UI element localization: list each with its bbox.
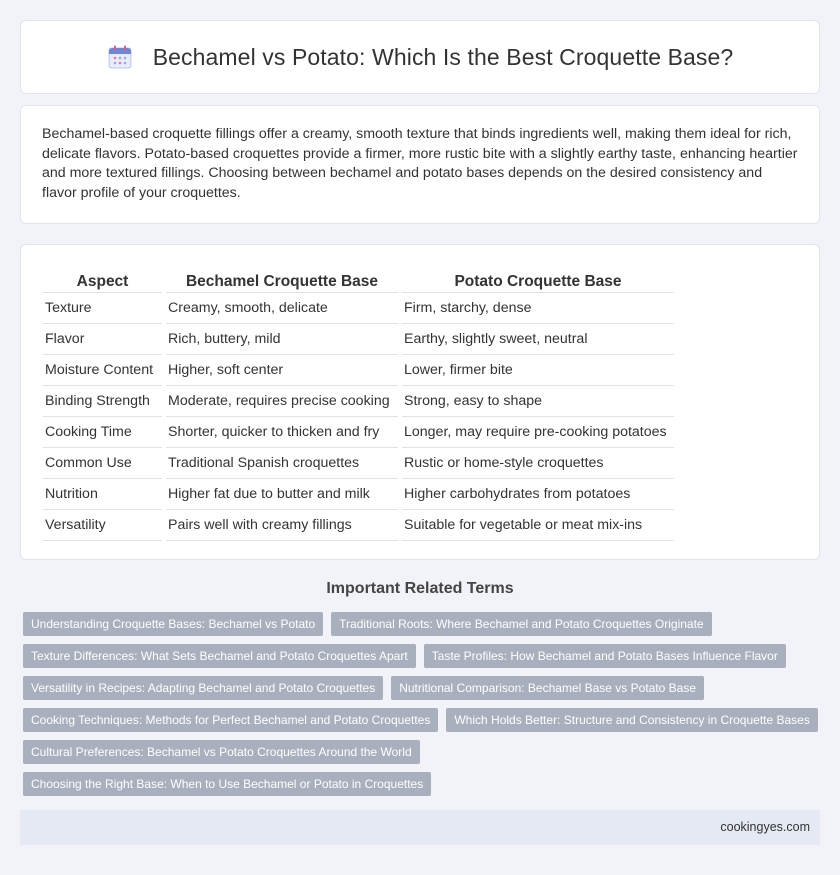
intro-card	[20, 105, 820, 224]
cell-potato: Higher carbohydrates from potatoes	[402, 479, 674, 510]
comparison-table	[39, 265, 678, 541]
table-header-row	[43, 265, 674, 293]
intro-text: Bechamel-based croquette fillings offer a creamy, smooth texture that binds ingredients well, making them ideal for rich, delicate flavors. Potato-based croquettes provide a firmer, more rustic bite with a slightly earthy taste, enhancing heartier and more textured fillings. Choosing between bechamel and potato bases depends on the desired consistency and flavor profile of your croquettes.	[42, 126, 798, 201]
header-aspect: Aspect	[43, 265, 162, 293]
calendar-icon	[107, 44, 133, 70]
cell-potato: Lower, firmer bite	[402, 355, 674, 386]
table-row	[43, 386, 674, 417]
related-term-link[interactable]: Texture Differences: What Sets Bechamel and Potato Croquettes Apart	[23, 644, 416, 668]
related-term-link[interactable]: Nutritional Comparison: Bechamel Base vs Potato Base	[391, 676, 704, 700]
table-row	[43, 479, 674, 510]
cell-bechamel: Higher, soft center	[166, 355, 398, 386]
related-terms-title: Important Related Terms	[326, 580, 514, 597]
cell-aspect: Binding Strength	[43, 386, 162, 417]
header-bechamel: Bechamel Croquette Base	[166, 265, 398, 293]
cell-bechamel: Moderate, requires precise cooking	[166, 386, 398, 417]
table-row	[43, 448, 674, 479]
cell-potato: Strong, easy to shape	[402, 386, 674, 417]
cell-potato: Longer, may require pre-cooking potatoes	[402, 417, 674, 448]
related-term-link[interactable]: Traditional Roots: Where Bechamel and Potato Croquettes Originate	[331, 612, 711, 636]
header-potato: Potato Croquette Base	[402, 265, 674, 293]
related-term-link[interactable]: Versatility in Recipes: Adapting Bechamel and Potato Croquettes	[23, 676, 383, 700]
cell-bechamel: Higher fat due to butter and milk	[166, 479, 398, 510]
table-row	[43, 417, 674, 448]
related-terms-list	[23, 612, 823, 796]
related-term-link[interactable]: Which Holds Better: Structure and Consistency in Croquette Bases	[446, 708, 818, 732]
cell-potato: Firm, starchy, dense	[402, 293, 674, 324]
cell-aspect: Flavor	[43, 324, 162, 355]
cell-potato: Suitable for vegetable or meat mix-ins	[402, 510, 674, 541]
table-row	[43, 324, 674, 355]
cell-potato: Earthy, slightly sweet, neutral	[402, 324, 674, 355]
cell-aspect: Versatility	[43, 510, 162, 541]
cell-aspect: Common Use	[43, 448, 162, 479]
cell-potato: Rustic or home-style croquettes	[402, 448, 674, 479]
cell-bechamel: Creamy, smooth, delicate	[166, 293, 398, 324]
related-term-link[interactable]: Cultural Preferences: Bechamel vs Potato Croquettes Around the World	[23, 740, 420, 764]
page-title: Bechamel vs Potato: Which Is the Best Croquette Base?	[152, 43, 734, 70]
cell-aspect: Nutrition	[43, 479, 162, 510]
related-term-link[interactable]: Understanding Croquette Bases: Bechamel vs Potato	[23, 612, 323, 636]
footer-site-name: cookingyes.com	[720, 820, 810, 834]
cell-bechamel: Traditional Spanish croquettes	[166, 448, 398, 479]
related-term-link[interactable]: Cooking Techniques: Methods for Perfect Bechamel and Potato Croquettes	[23, 708, 438, 732]
cell-bechamel: Pairs well with creamy fillings	[166, 510, 398, 541]
title-wrap	[107, 44, 734, 71]
table-row	[43, 510, 674, 541]
related-term-link[interactable]: Choosing the Right Base: When to Use Bechamel or Potato in Croquettes	[23, 772, 431, 796]
cell-aspect: Cooking Time	[43, 417, 162, 448]
cell-aspect: Texture	[43, 293, 162, 324]
table-row	[43, 355, 674, 386]
header-card	[20, 20, 820, 94]
cell-bechamel: Shorter, quicker to thicken and fry	[166, 417, 398, 448]
cell-aspect: Moisture Content	[43, 355, 162, 386]
table-row	[43, 293, 674, 324]
comparison-table-card	[20, 244, 820, 560]
cell-bechamel: Rich, buttery, mild	[166, 324, 398, 355]
related-term-link[interactable]: Taste Profiles: How Bechamel and Potato Bases Influence Flavor	[424, 644, 786, 668]
footer	[20, 810, 820, 845]
